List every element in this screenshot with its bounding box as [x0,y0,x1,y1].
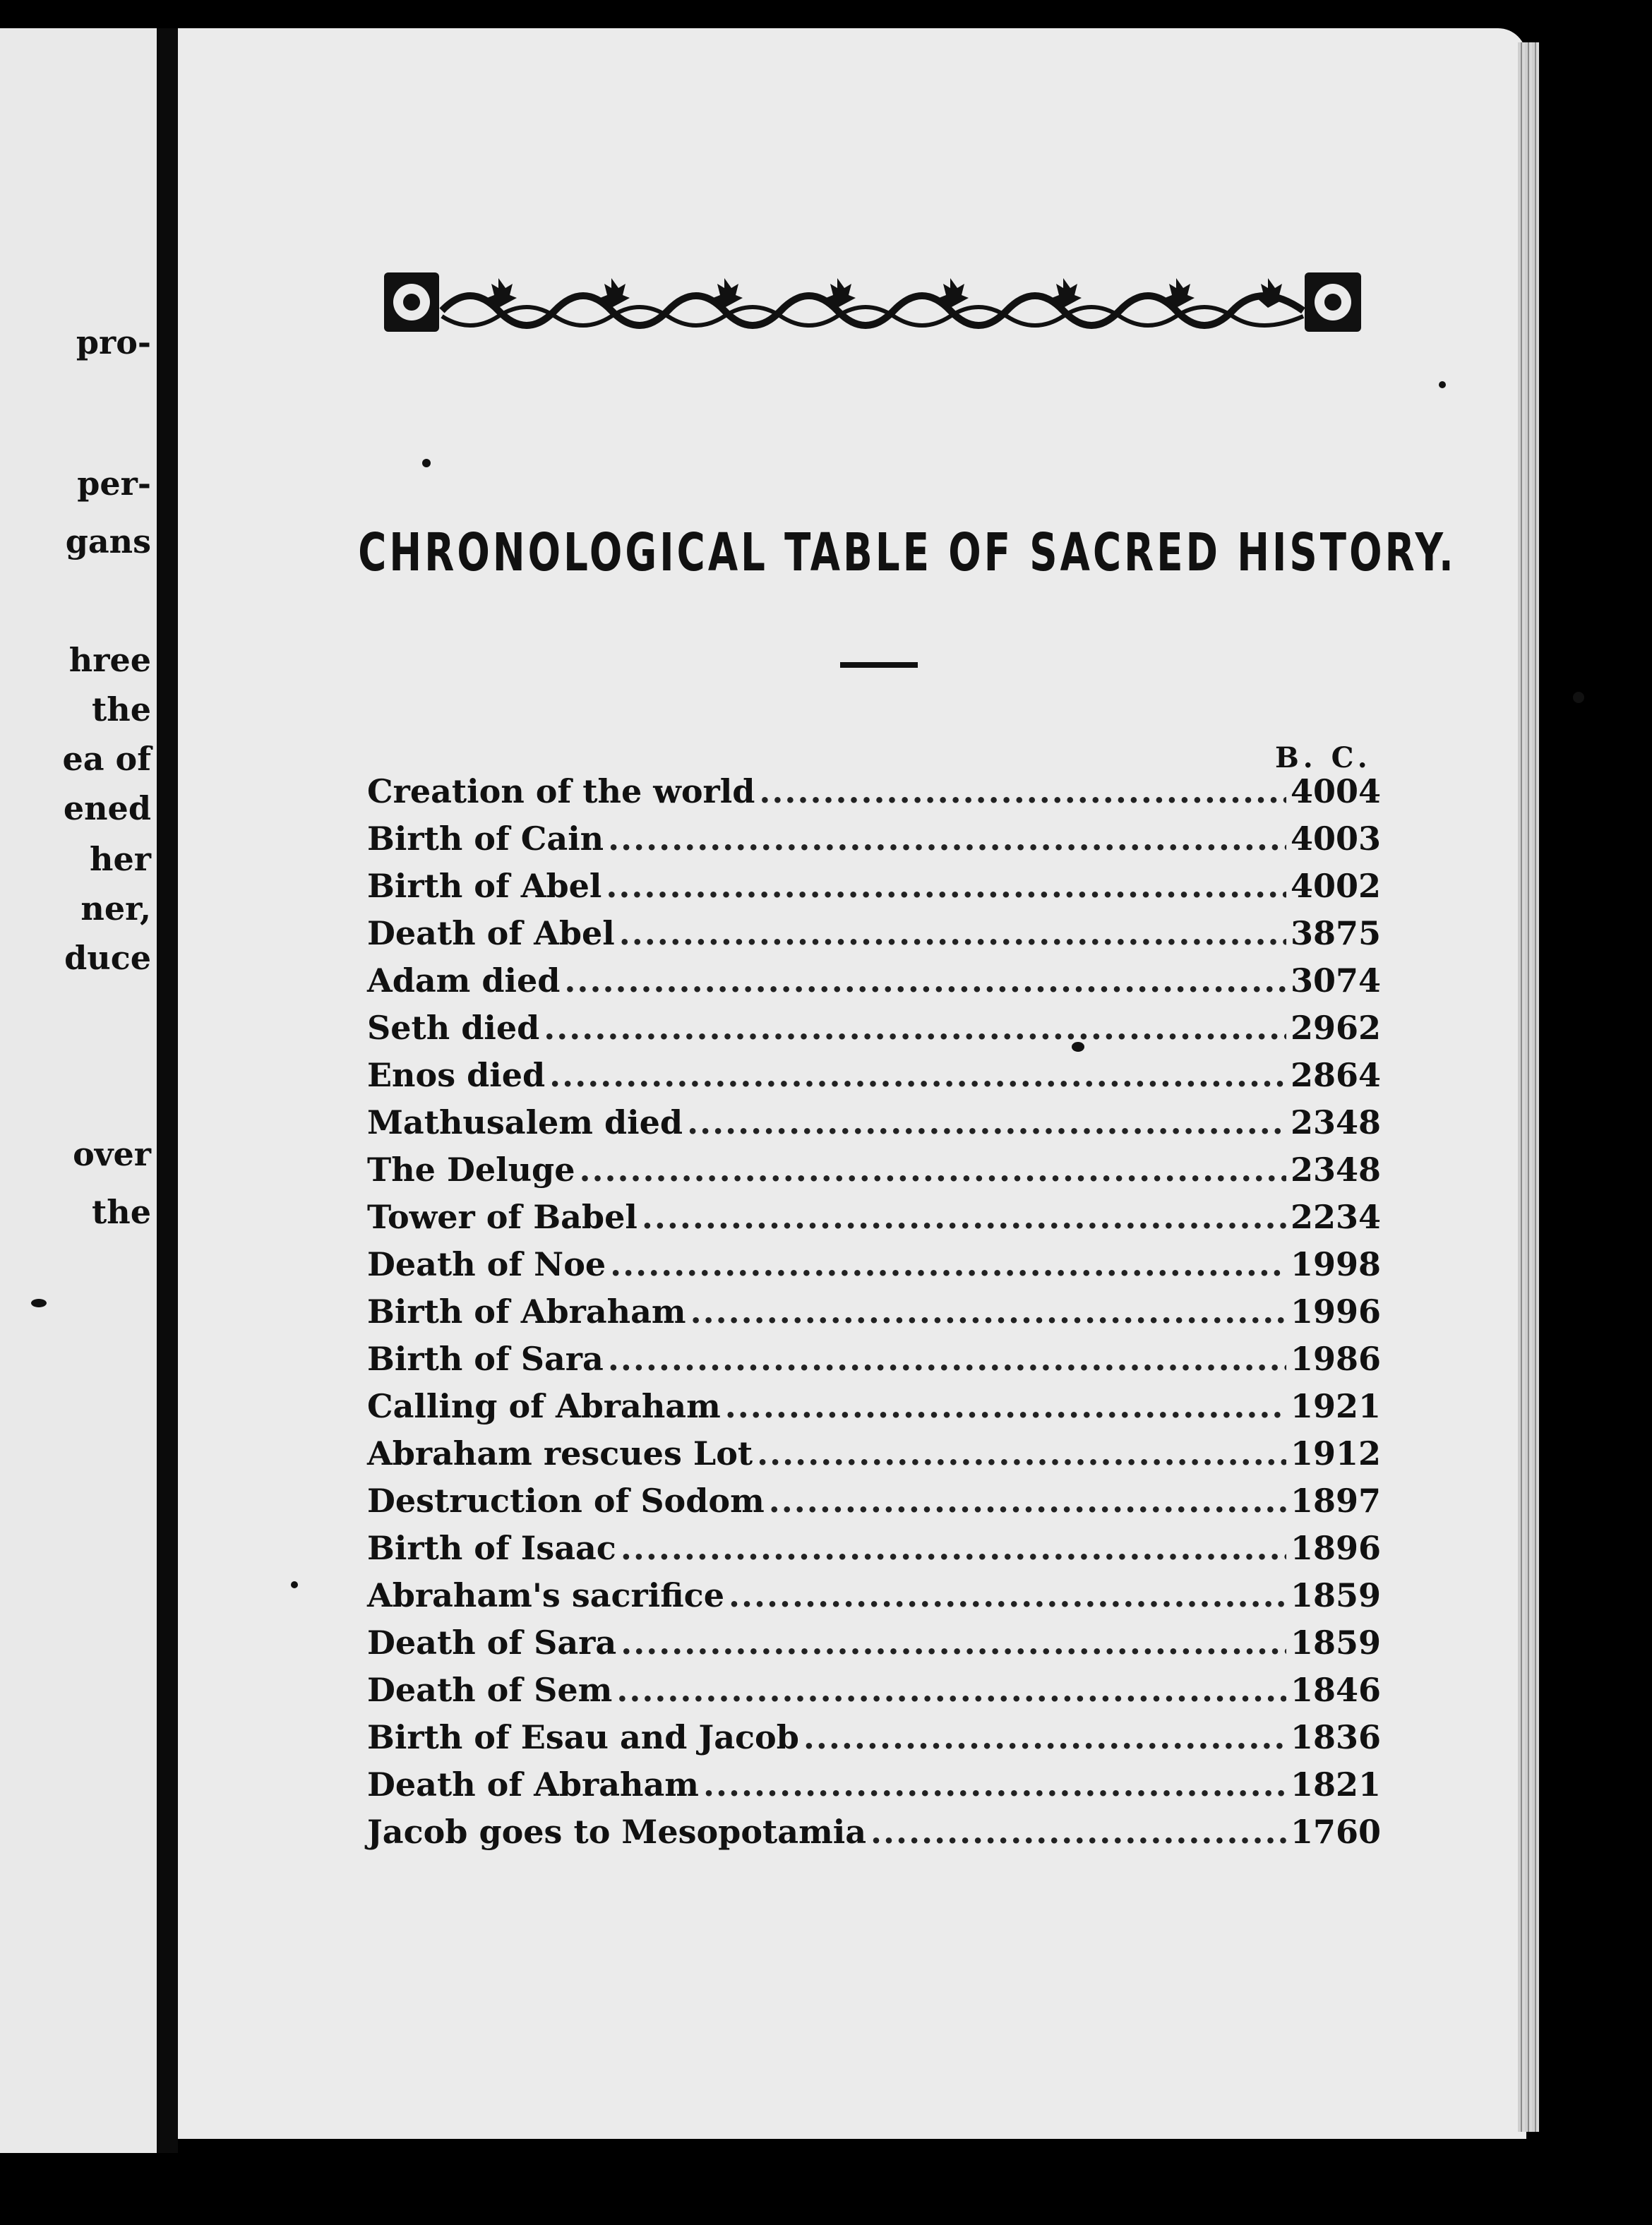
event-year: 2348 [1291,1103,1382,1141]
event-label: Birth of Abraham [367,1293,686,1331]
event-label: Death of Noe [367,1245,606,1283]
event-label: Mathusalem died [367,1103,683,1141]
book-gutter [157,28,178,2153]
table-row [367,910,1382,957]
dot-leader [687,1099,1286,1146]
event-year: 4002 [1291,867,1382,905]
event-year: 1912 [1291,1434,1382,1473]
event-label: Jacob goes to Mesopotamia [367,1813,867,1851]
table-row [367,1761,1382,1809]
dot-leader [606,863,1286,910]
dot-leader [549,1052,1286,1099]
table-row [367,1288,1382,1336]
event-label: Destruction of Sodom [367,1482,765,1520]
event-year: 1896 [1291,1529,1382,1567]
left-page-fragment: gans [65,522,151,560]
dot-leader [703,1761,1286,1809]
left-page-fragment: over [73,1135,151,1173]
dot-leader [610,1241,1286,1288]
table-row [367,768,1382,815]
event-year: 1859 [1291,1576,1382,1614]
event-label: Abraham's sacrifice [367,1576,724,1614]
event-year: 1760 [1291,1813,1382,1851]
left-facing-page [0,28,157,2153]
table-row [367,1383,1382,1430]
event-year: 1998 [1291,1245,1382,1283]
ink-speck [291,1581,298,1588]
event-year: 3074 [1291,961,1382,1000]
event-label: Adam died [367,961,561,1000]
table-row [367,1241,1382,1288]
table-row [367,1194,1382,1241]
left-page-fragment: hree [68,641,151,679]
left-page-fragment: the [92,1193,151,1231]
event-year: 1986 [1291,1340,1382,1378]
dot-leader [608,1336,1286,1383]
chronology-table [367,768,1382,1856]
dot-leader [757,1430,1286,1477]
dot-leader [759,768,1286,815]
event-label: Seth died [367,1009,540,1047]
table-row [367,1430,1382,1477]
dot-leader [621,1619,1286,1667]
ink-speck [1072,1042,1084,1052]
table-row [367,1052,1382,1099]
title-rule [840,662,918,668]
event-label: Birth of Isaac [367,1529,616,1567]
left-page-fragment: duce [64,939,151,977]
event-label: Tower of Babel [367,1198,638,1236]
event-year: 1859 [1291,1624,1382,1662]
event-label: Death of Sara [367,1624,617,1662]
event-label: Calling of Abraham [367,1387,721,1425]
table-row [367,1809,1382,1856]
event-year: 4003 [1291,820,1382,858]
event-year: 2234 [1291,1198,1382,1236]
page-title: CHRONOLOGICAL TABLE OF SACRED HISTORY. [358,522,1456,583]
ink-speck [422,459,431,467]
page-edges [1518,42,1539,2132]
table-row [367,1667,1382,1714]
dot-leader [642,1194,1286,1241]
table-row [367,957,1382,1004]
dot-leader [769,1477,1286,1525]
event-label: Creation of the world [367,772,755,810]
event-year: 3875 [1291,914,1382,952]
table-row [367,1525,1382,1572]
table-row [367,1572,1382,1619]
table-row [367,863,1382,910]
table-row [367,1004,1382,1052]
table-row [367,1477,1382,1525]
left-page-fragment: her [90,840,151,878]
left-page-fragment: ened [63,789,151,827]
decorative-header-ornament [378,267,1367,337]
event-label: Birth of Abel [367,867,602,905]
event-year: 4004 [1291,772,1382,810]
table-row [367,1336,1382,1383]
event-year: 1846 [1291,1671,1382,1709]
event-year: 1921 [1291,1387,1382,1425]
dot-leader [870,1809,1286,1856]
table-row [367,1714,1382,1761]
event-year: 1836 [1291,1718,1382,1756]
dot-leader [690,1288,1286,1336]
left-page-fragment: ea of [62,740,151,778]
event-year: 2348 [1291,1151,1382,1189]
ink-speck [31,1299,47,1307]
event-label: Enos died [367,1056,546,1094]
event-label: Death of Abraham [367,1765,699,1804]
table-row [367,1146,1382,1194]
event-year: 2962 [1291,1009,1382,1047]
event-label: Abraham rescues Lot [367,1434,753,1473]
table-row [367,815,1382,863]
left-page-fragment: ner, [80,889,151,928]
event-label: Birth of Sara [367,1340,604,1378]
left-page-fragment: pro- [76,323,151,361]
dot-leader [616,1667,1286,1714]
event-label: Birth of Esau and Jacob [367,1718,799,1756]
event-year: 1897 [1291,1482,1382,1520]
dot-leader [564,957,1286,1004]
event-year: 1996 [1291,1293,1382,1331]
event-year: 1821 [1291,1765,1382,1804]
dot-leader [608,815,1286,863]
dot-leader [621,1525,1286,1572]
dot-leader [544,1004,1286,1052]
column-header-bc: B. C. [1275,741,1372,774]
event-label: Death of Sem [367,1671,613,1709]
event-label: Birth of Cain [367,820,604,858]
event-label: Death of Abel [367,914,615,952]
ink-speck [1439,381,1446,388]
ink-speck [1573,692,1584,703]
dot-leader [619,910,1286,957]
dot-leader [725,1383,1286,1430]
left-page-fragment: per- [77,464,151,503]
left-page-fragment: the [92,690,151,728]
table-row [367,1099,1382,1146]
dot-leader [579,1146,1286,1194]
table-row [367,1619,1382,1667]
event-label: The Deluge [367,1151,575,1189]
dot-leader [729,1572,1286,1619]
event-year: 2864 [1291,1056,1382,1094]
dot-leader [803,1714,1286,1761]
